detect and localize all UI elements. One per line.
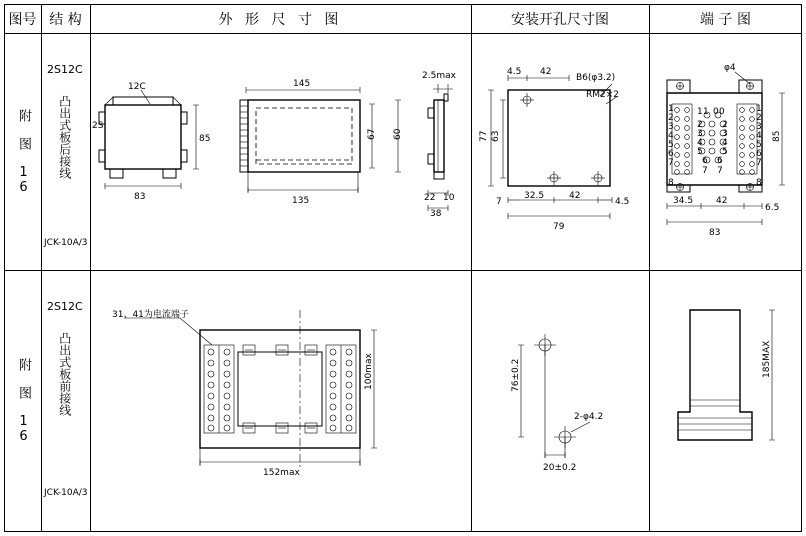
svg-text:85: 85	[772, 130, 782, 142]
svg-text:7: 7	[496, 197, 502, 207]
row1-fig-no-text: 附 图 16	[15, 108, 31, 195]
svg-text:63: 63	[491, 130, 501, 142]
drawing-sheet: 图号 结 构 外 形 尺 寸 图 安装开孔尺寸图 端 子 图 附 图 16 2S12C 凸出式板后接线 JCK-10A/3 附 图 16 2S12C 凸出式板前接线 JCK-10A/3 12C 2S 83 85 145 135 67 60 2.5max 22 10 38 4.5 42 77 63 7 32.5 42 4.5 79 B6(φ3.2) RM2×2 85 34.5 42 6.5 83 φ4 1 2 3 4 5 6 7 8 1 2 3 4 5 6 7 8 1 1 0 0 2 2 3 3 4 4 5 5 6 6 7 7 100max 152max 31、41为电流端子 76±0.2 20±0.2 2-φ4.2 185MAX	[0, 0, 806, 536]
svg-text:38: 38	[430, 209, 442, 219]
svg-text:100max: 100max	[364, 353, 374, 390]
svg-text:42: 42	[716, 196, 728, 206]
svg-text:77: 77	[479, 130, 489, 142]
header-structure: 结 构	[49, 11, 82, 28]
svg-text:2S: 2S	[92, 121, 104, 131]
svg-text:4.5: 4.5	[615, 197, 630, 207]
svg-text:145: 145	[293, 79, 311, 89]
svg-text:42: 42	[569, 191, 581, 201]
svg-text:85: 85	[199, 134, 211, 144]
row2-model: 2S12C	[47, 300, 83, 313]
svg-text:67: 67	[367, 128, 377, 140]
svg-text:42: 42	[540, 67, 552, 77]
row2-code: JCK-10A/3	[44, 488, 88, 498]
row2-current-terminal-note: 31、41为电流端子	[112, 310, 189, 320]
terminal-hole-label: φ4	[724, 63, 736, 73]
svg-text:79: 79	[553, 222, 565, 232]
svg-text:10: 10	[443, 193, 455, 203]
svg-text:4.5: 4.5	[507, 67, 522, 77]
header-fig-no: 图号	[8, 11, 37, 28]
svg-text:60: 60	[393, 128, 403, 140]
svg-text:83: 83	[709, 228, 721, 238]
header-cutout: 安装开孔尺寸图	[511, 11, 609, 28]
svg-text:2.5max: 2.5max	[422, 71, 456, 81]
svg-text:2-φ4.2: 2-φ4.2	[574, 412, 604, 422]
header-terminal: 端 子 图	[700, 11, 751, 28]
header-outline: 外 形 尺 寸 图	[218, 11, 343, 28]
svg-text:6.5: 6.5	[765, 203, 780, 213]
cutout-note-rm2: RM2×2	[586, 90, 620, 100]
svg-text:20±0.2: 20±0.2	[543, 463, 577, 473]
cutout-note-b6: B6(φ3.2)	[576, 73, 616, 83]
row1-code: JCK-10A/3	[44, 238, 88, 248]
svg-text:185MAX: 185MAX	[762, 340, 772, 378]
svg-text:152max: 152max	[263, 468, 300, 478]
svg-text:22: 22	[424, 193, 436, 203]
row2-fig-no-text: 附 图 16	[15, 358, 31, 444]
svg-text:76±0.2: 76±0.2	[511, 358, 521, 392]
svg-text:32.5: 32.5	[524, 191, 545, 201]
svg-text:135: 135	[292, 196, 310, 206]
row1-structure-label: 凸出式板后接线	[57, 95, 72, 179]
row1-model: 2S12C	[47, 63, 83, 76]
svg-text:34.5: 34.5	[673, 196, 694, 206]
svg-text:83: 83	[134, 192, 146, 202]
row2-structure-label: 凸出式板前接线	[57, 332, 72, 416]
svg-text:12C: 12C	[128, 82, 146, 92]
